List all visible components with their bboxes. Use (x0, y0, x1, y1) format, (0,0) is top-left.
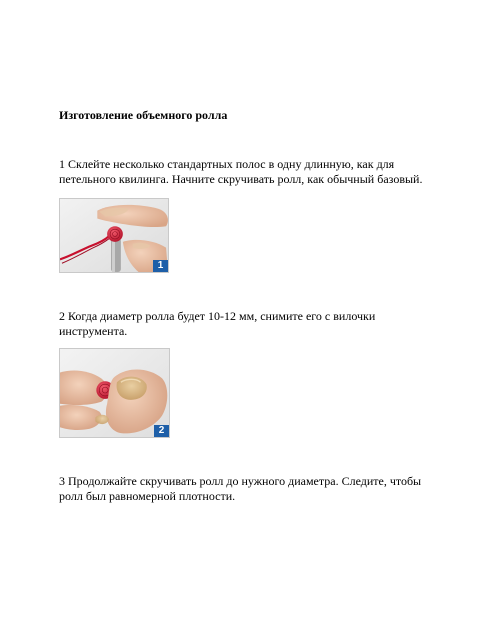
step-2-text: 2 Когда диаметр ролла будет 10-12 мм, снимите его с вилочки инструмента. (59, 309, 376, 338)
document-title: Изготовление объемного ролла (59, 108, 228, 122)
step-2-badge: 2 (154, 425, 169, 437)
step-2-illustration (60, 349, 169, 437)
step-1-text: 1 Склейте несколько стандартных полос в одну длинную, как для петельного квилинга. Начните скручивать ролл, как обычный базовый. (59, 157, 423, 186)
step-1-illustration (60, 199, 168, 272)
step-1-photo (59, 198, 169, 273)
step-1-badge: 1 (153, 260, 168, 272)
step-2-photo (59, 348, 170, 438)
step-3-text: 3 Продолжайте скручивать ролл до нужного диаметра. Следите, чтобы ролл был равномерной плотности. (59, 474, 422, 503)
